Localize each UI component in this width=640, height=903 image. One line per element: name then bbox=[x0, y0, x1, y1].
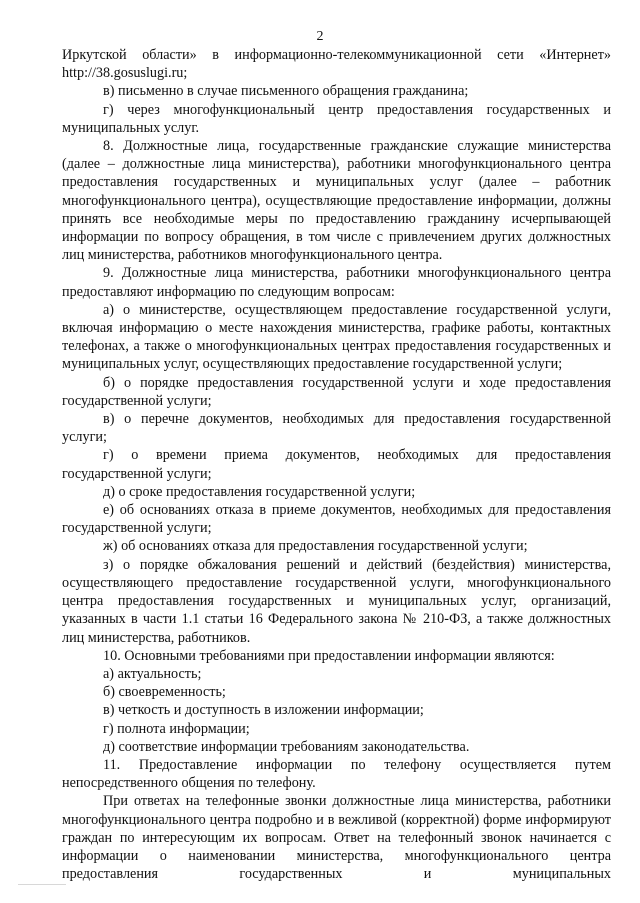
paragraph: а) актуальность; bbox=[103, 665, 202, 682]
paragraph: ж) об основаниях отказа для предоставления государственной услуги; bbox=[103, 538, 528, 555]
paragraph: в) о перечне документов, необходимых для предоставления государственной услуги; bbox=[62, 411, 611, 446]
paragraph: 11. Предоставление информации по телефону осуществляется путем непосредственного общения по телефону. bbox=[62, 756, 611, 792]
paragraph: а) о министерстве, осуществляющем предоставление государственной услуги, включая информацию о месте нахождения министерства, графике работы, контактных телефонах, а также о многофункциональных центрах предоставления государственных и муниципальных услуг, осуществляющих предоставление государственной услуги; bbox=[62, 301, 611, 373]
paragraph: в) четкость и доступность в изложении информации; bbox=[103, 702, 424, 719]
paragraph: б) о порядке предоставления государственной услуги и ходе предоставления государственной услуги; bbox=[62, 374, 611, 409]
paragraph: е) об основаниях отказа в приеме документов, необходимых для предоставления государственной услуги; bbox=[62, 502, 611, 537]
paragraph: 10. Основными требованиями при предоставлении информации являются: bbox=[103, 647, 555, 664]
paragraph: Иркутской области» в информационно-телекоммуникационной сети «Интернет» http://38.gosuslugi.ru; bbox=[62, 47, 611, 82]
document-body bbox=[62, 46, 611, 883]
paragraph: д) о сроке предоставления государственной услуги; bbox=[103, 483, 416, 500]
paragraph: в) письменно в случае письменного обращения гражданина; bbox=[103, 83, 469, 100]
page-number: 2 bbox=[316, 29, 324, 44]
paragraph: 9. Должностные лица министерства, работники многофункционального центра предоставляют информацию по следующим вопросам: bbox=[62, 265, 611, 300]
paragraph: г) о времени приема документов, необходимых для предоставления государственной услуги; bbox=[62, 447, 611, 482]
paragraph: б) своевременность; bbox=[103, 684, 226, 701]
page-edge-mark bbox=[18, 884, 66, 885]
paragraph: г) через многофункциональный центр предоставления государственных и муниципальных услуг. bbox=[62, 101, 611, 136]
paragraph: г) полнота информации; bbox=[103, 720, 250, 737]
paragraph: з) о порядке обжалования решений и действий (бездействия) министерства, осуществляющего предоставление государственной услуги, многофункционального центра предоставления государственных и муниципальных услуг, организаций, указанных в части 1.1 статьи 16 Федерального закона № 210-ФЗ, а также должностных лиц министерства, работников. bbox=[62, 556, 611, 646]
paragraph: При ответах на телефонные звонки должностные лица министерства, работники многофункционального центра подробно и в вежливой (корректной) форме информируют граждан по интересующим их вопросам. Ответ на телефонный звонок начинается с информации о наименовании министерства, многофункционального центра предоставления государственных и муниципальных bbox=[62, 793, 611, 883]
paragraph: 8. Должностные лица, государственные гражданские служащие министерства (далее – должностные лица министерства), работники многофункционального центра предоставления государственных и муниципальных услуг (далее – работник многофункционального центра), осуществляющие предоставление информации, должны принять все необходимые меры по предоставлению гражданину исчерпывающей информации по вопросу обращения, в том числе с привлечением других должностных лиц министерства, работников многофункционального центра. bbox=[62, 138, 611, 264]
paragraph: д) соответствие информации требованиям законодательства. bbox=[103, 738, 470, 755]
